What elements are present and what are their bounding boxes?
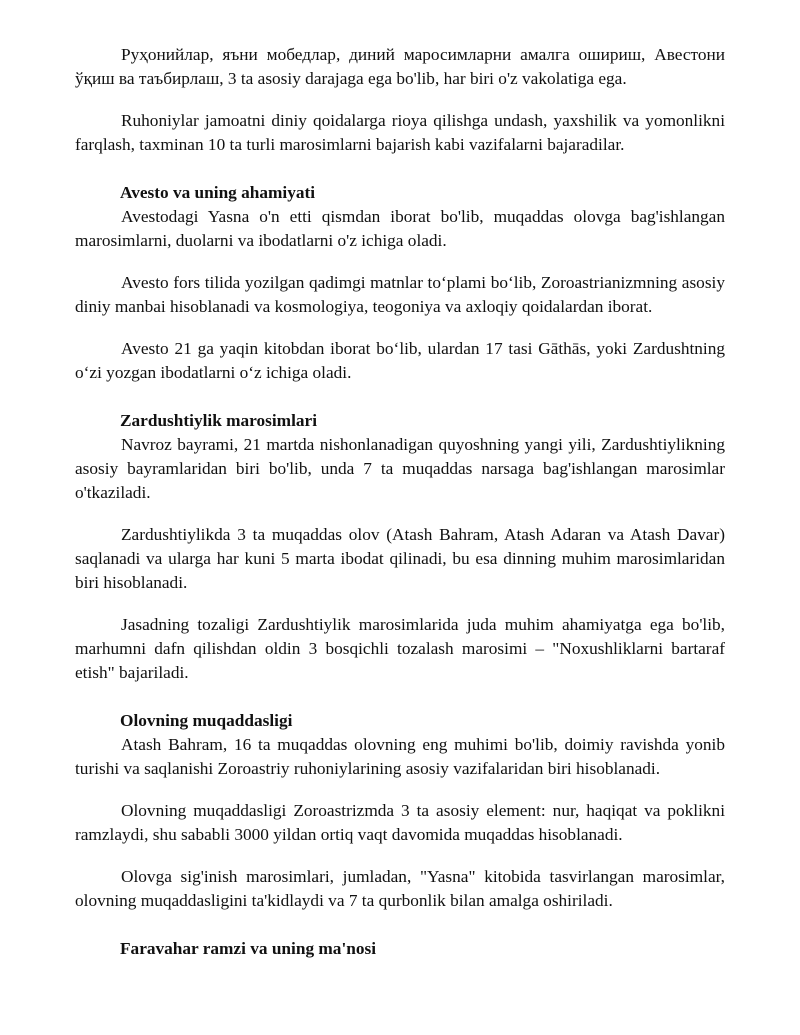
paragraph-sacred-fires: Zardushtiylikda 3 ta muqaddas olov (Atash Bahram, Atash Adaran va Atash Davar) saqlanadi va ularga har kuni 5 marta ibodat qilinadi, bu esa dinning muhim marosimlaridan biri hisoblanadi. <box>75 525 725 592</box>
paragraph-fire-elements: Olovning muqaddasligi Zoroastrizmda 3 ta asosiy element: nur, haqiqat va poklikni ramzlaydi, shu sababli 3000 yildan ortiq vaqt davomida muqaddas hisoblanadi. <box>75 801 725 844</box>
heading-rituals: Zardushtiylik marosimlari <box>120 411 317 430</box>
paragraph-atash-bahram: Atash Bahram, 16 ta muqaddas olovning eng muhimi bo'lib, doimiy ravishda yonib turishi va saqlanishi Zoroastriy ruhoniylarining asosiy vazifalaridan biri hisoblanadi. <box>75 735 725 778</box>
paragraph-fire-worship: Olovga sig'inish marosimlari, jumladan, "Yasna" kitobida tasvirlangan marosimlar, olovning muqaddasligini ta'kidlaydi va 7 ta qurbonlik bilan amalga oshiriladi. <box>75 867 725 910</box>
heading-fire-sanctity: Olovning muqaddasligi <box>120 711 293 730</box>
heading-avesto: Avesto va uning ahamiyati <box>120 183 316 202</box>
paragraph-clergy-ranks: Руҳонийлар, яъни мобедлар, диний маросимларни амалга ошириш, Авестони ўқиш ва таъбирлаш, 3 ta asosiy darajaga ega bo'lib, har biri o'z vakolatiga ega. <box>75 45 725 88</box>
paragraph-purity: Jasadning tozaligi Zardushtiylik marosimlarida juda muhim ahamiyatga ega bo'lib, marhumni dafn qilishdan oldin 3 bosqichli tozalash marosimi – "Noxushliklarni bartaraf etish" bajariladi. <box>75 615 725 682</box>
paragraph-avesto-texts: Avesto fors tilida yozilgan qadimgi matnlar to‘plami bo‘lib, Zoroastrianizmning asosiy diniy manbai hisoblanadi va kosmologiya, teogoniya va axloqiy qoidalardan iborat. <box>75 273 725 316</box>
paragraph-avesto-books: Avesto 21 ga yaqin kitobdan iborat bo‘lib, ulardan 17 tasi Gāthās, yoki Zardushtning o‘zi yozgan ibodatlarni o‘z ichiga oladi. <box>75 339 725 382</box>
document-page <box>75 43 725 961</box>
paragraph-navroz: Navroz bayrami, 21 martda nishonlanadigan quyoshning yangi yili, Zardushtiylikning asosiy bayramlaridan biri bo'lib, unda 7 ta muqaddas narsaga bag'ishlangan marosimlar o'tkaziladi. <box>75 435 725 502</box>
paragraph-clergy-duties: Ruhoniylar jamoatni diniy qoidalarga rioya qilishga undash, yaxshilik va yomonlikni farqlash, taxminan 10 ta turli marosimlarni bajarish kabi vazifalarni bajaradilar. <box>75 111 725 154</box>
paragraph-yasna: Avestodagi Yasna o'n etti qismdan iborat bo'lib, muqaddas olovga bag'ishlangan marosimlarni, duolarni va ibodatlarni o'z ichiga oladi. <box>75 207 725 250</box>
heading-faravahar: Faravahar ramzi va uning ma'nosi <box>120 939 377 958</box>
